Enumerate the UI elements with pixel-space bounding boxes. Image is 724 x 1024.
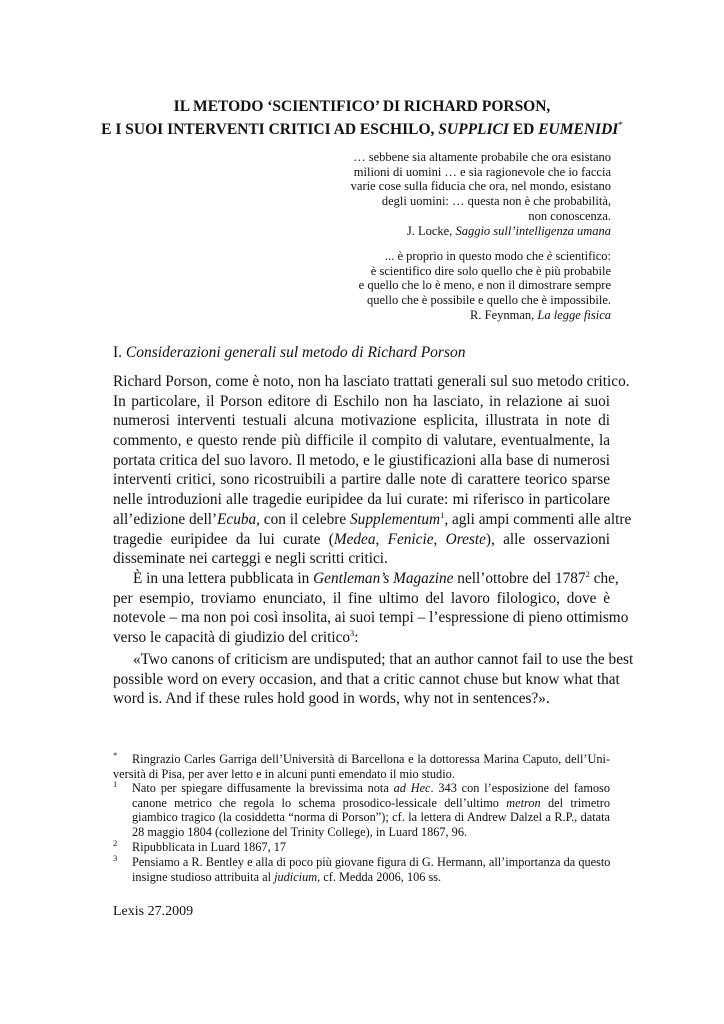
footnote-2	[113, 840, 610, 855]
footnote-text	[132, 855, 610, 884]
italic-ecuba: Ecuba,	[217, 510, 260, 528]
epigraph-attribution	[311, 224, 611, 239]
italic-oreste: Oreste	[445, 530, 486, 548]
footnote-line: giambico tragico (la cosiddetta “norma di Porson”); cf. la lettera di Andrew Dalzel a R.P., datata	[132, 810, 610, 825]
footnote-mark: 3	[113, 853, 118, 863]
body-line	[113, 530, 610, 550]
epigraph-line: … sebbene sia altamente probabile che ora esistano	[353, 150, 611, 164]
text: insigne studioso attribuita al	[132, 869, 275, 884]
text: canone metrico che regola lo schema prosodico-lessicale dell’ultimo	[132, 795, 507, 810]
text: che,	[589, 570, 619, 587]
title-eumenidi: EUMENIDI	[538, 121, 619, 139]
text: ), alle osservazioni	[485, 530, 610, 548]
paragraph-2	[113, 568, 629, 648]
text: con il celebre	[259, 510, 351, 528]
footnote-line: versità di Pisa, per aver letto e in alcuni punti emendato il mio studio.	[113, 766, 455, 781]
epigraph-line: non conoscenza.	[528, 208, 611, 223]
title-ed: ED	[508, 121, 539, 139]
footnote-line: Ringrazio Carles Garriga dell’Università di Barcellona e la dottoressa Marina Caputo, dell’Uni-	[132, 752, 610, 766]
epigraph-italic: è	[546, 249, 553, 263]
footnote-text	[132, 781, 610, 840]
text: Nato per spiegare diffusamente la brevissima nota	[132, 781, 394, 795]
text: ,	[433, 530, 446, 548]
article-title	[0, 97, 724, 139]
italic-judicium: judicium	[274, 869, 318, 884]
footnote-line: Ripubblicata in Luard 1867, 17	[132, 840, 287, 854]
title-supplici: SUPPLICI	[438, 121, 509, 139]
italic-ad-hec: ad Hec	[393, 781, 431, 795]
text: verso le capacità di giudizio del critico	[113, 629, 351, 647]
paragraph-1	[113, 372, 632, 569]
footnote-line	[132, 781, 610, 796]
quote-line: «Two canons of criticism are undisputed; that an author cannot fail to use the best	[133, 651, 634, 668]
body-line	[113, 509, 632, 530]
epigraph-line: è scientifico dire solo quello che è più probabile	[370, 263, 611, 278]
body-line: commento, e questo rende più difficile il compito di valutare, eventualmente, la	[113, 432, 610, 450]
italic-fenicie: Fenicie	[387, 530, 434, 548]
body-line: per esempio, troviamo enunciato, il fine ultimo del lavoro filologico, dove è	[113, 589, 610, 607]
footnote-1	[113, 781, 610, 840]
section-heading	[113, 344, 465, 362]
text: :	[354, 629, 359, 647]
block-quote	[113, 650, 634, 709]
footnote-text	[113, 752, 610, 781]
epigraph-line: milioni di uomini … e sia ragionevole che io faccia	[353, 164, 611, 179]
text: del trimetro	[540, 795, 610, 810]
italic-medea: Medea	[333, 530, 376, 548]
body-line: notevole – ma non poi così insolita, ai suoi tempi – l’espressione di pieno ottimismo	[113, 609, 629, 627]
epigraph-text: ... è proprio in questo modo che	[384, 249, 547, 263]
footnote-text	[132, 840, 610, 855]
footnote-line	[132, 870, 610, 885]
epigraph-source: La legge fisica	[537, 307, 611, 322]
footnote-ref-1[interactable]: 1	[440, 509, 445, 520]
footnote-line: 28 maggio 1804 (collezione del Trinity College), in Luard 1867, 96.	[132, 825, 468, 840]
epigraph-line: degli uomini: … questa non è che probabilità,	[381, 194, 611, 209]
body-line: In particolare, il Porson editore di Eschilo non ha lasciato, in relazione ai suoi	[113, 392, 610, 410]
footnote-3	[113, 855, 610, 884]
text: È in una lettera pubblicata in	[133, 570, 314, 587]
quote-line: word is. And if these rules hold good in words, why not in sentences?».	[113, 690, 550, 708]
footnote-ref-3[interactable]: 3	[350, 627, 355, 638]
body-line: interventi critici, sono ricostruibili a partire dalle note di carattere teorico sparse	[113, 471, 610, 489]
footnote-line: Pensiamo a R. Bentley e alla di poco più giovane figura di G. Hermann, all’importanza da questo	[132, 855, 611, 869]
footnote-mark: *	[113, 750, 118, 760]
title-line-2	[0, 116, 724, 139]
body-line: numerosi interventi testuali alcuna motivazione esplicita, illustrata in note di	[113, 412, 610, 430]
journal-footer: Lexis 27.2009	[113, 904, 194, 919]
footnote-line	[132, 796, 610, 811]
title-line-1: IL METODO ‘SCIENTIFICO’ DI RICHARD PORSON,	[173, 98, 551, 115]
epigraph-source: Saggio sull’intelligenza umana	[455, 223, 611, 238]
epigraph-line: e quello che lo è meno, e non il dimostrare sempre	[358, 278, 611, 293]
epigraph-text: scientifico:	[552, 249, 611, 263]
title-footnote-mark: *	[618, 120, 623, 130]
footnote-star	[113, 752, 610, 781]
body-line	[113, 568, 619, 589]
epigraph-author: R. Feynman,	[470, 307, 538, 322]
epigraph-line: varie cose sulla fiducia che ora, nel mondo, esistano	[350, 179, 611, 194]
section-number: I.	[113, 344, 126, 361]
section-title: Considerazioni generali sul metodo di Richard Porson	[125, 344, 466, 361]
footnote-ref-2[interactable]: 2	[585, 568, 590, 579]
text: , agli ampi commenti alle altre	[444, 510, 632, 528]
text: . 343 con l’esposizione del famoso	[430, 781, 610, 795]
text: , cf. Medda 2006, 106 ss.	[317, 869, 442, 884]
body-line: nelle introduzioni alle tragedie euripidee da lui curate: mi riferisco in particolare	[113, 491, 610, 509]
epigraph-line: quello che è possibile e quello che è impossibile.	[366, 293, 611, 308]
epigraph-feynman	[311, 249, 611, 323]
text: ,	[375, 530, 388, 548]
body-line: disseminate nei carteggi e negli scritti critici.	[113, 550, 388, 568]
epigraph-locke	[311, 150, 611, 238]
epigraph-attribution	[311, 308, 611, 323]
italic-metron: metron	[506, 795, 541, 810]
quote-line: possible word on every occasion, and that a critic cannot chuse but know what that	[113, 670, 620, 688]
title-line-2-text: E I SUOI INTERVENTI CRITICI AD ESCHILO,	[101, 121, 439, 139]
text: tragedie euripidee da lui curate (	[113, 530, 334, 548]
epigraph-author: J. Locke,	[406, 223, 456, 238]
body-line: portata critica del suo lavoro. Il metodo, e le giustificazioni alla base di numerosi	[113, 451, 610, 469]
text: nell’ottobre del 1787	[453, 570, 586, 587]
footnote-mark: 2	[113, 838, 118, 848]
footnote-mark: 1	[113, 779, 118, 789]
epigraph-line	[311, 249, 611, 264]
body-line	[113, 628, 610, 648]
text: all’edizione dell’	[113, 510, 218, 528]
italic-supplementum: Supplementum	[350, 510, 441, 528]
italic-gentlemans-magazine: Gentleman’s Magazine	[313, 570, 454, 587]
body-line: Richard Porson, come è noto, non ha lasciato trattati generali sul suo metodo critico.	[113, 373, 630, 390]
